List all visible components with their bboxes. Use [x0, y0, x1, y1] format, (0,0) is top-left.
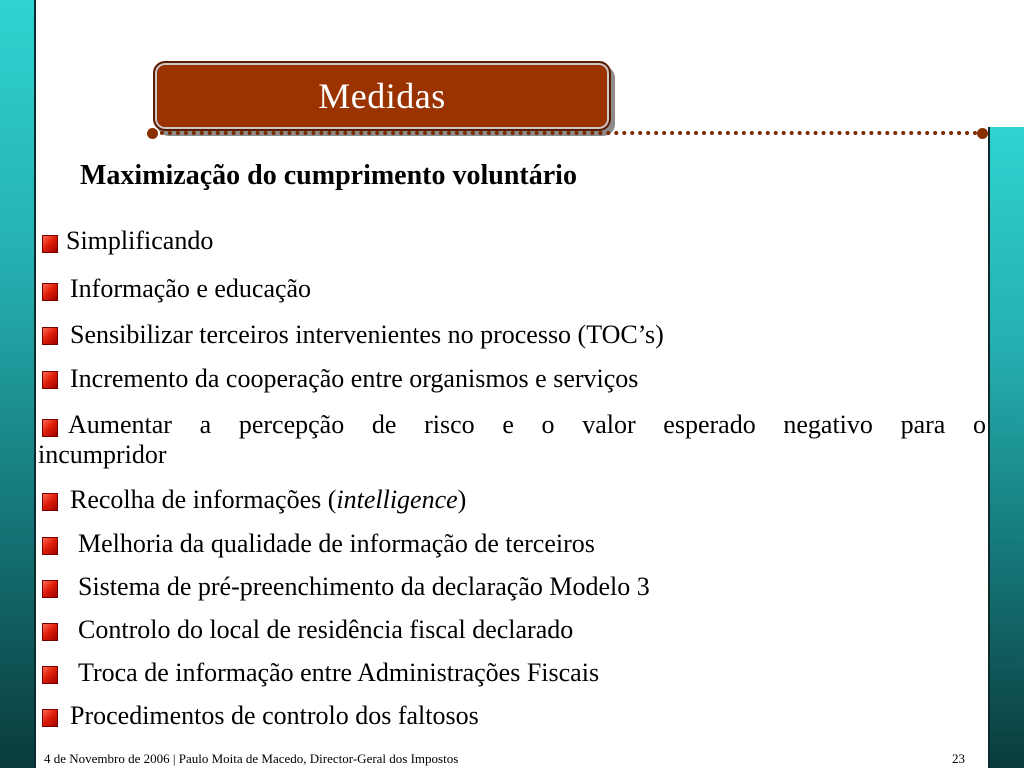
- divider-right-dot: [977, 128, 988, 139]
- list-item: Troca de informação entre Administrações Fiscais: [78, 658, 600, 687]
- right-decorative-bar: [988, 127, 1024, 768]
- bullet-icon: [42, 580, 58, 598]
- left-decorative-bar: [0, 0, 36, 768]
- slide-subtitle: Maximização do cumprimento voluntário: [80, 160, 577, 191]
- list-item-intelligence: Recolha de informações (intelligence): [70, 485, 467, 514]
- list-item: Controlo do local de residência fiscal declarado: [78, 615, 574, 644]
- bullet-icon: [42, 709, 58, 727]
- bullet-icon: [42, 537, 58, 555]
- list-item: Simplificando: [66, 226, 214, 255]
- bullet-icon: [42, 623, 58, 641]
- dotted-divider: [152, 131, 986, 135]
- bullet-icon: [42, 327, 58, 345]
- bullet-icon: [42, 666, 58, 684]
- bullet-icon: [42, 493, 58, 511]
- list-item: Sistema de pré-preenchimento da declaração Modelo 3: [78, 572, 650, 601]
- bullet-icon: [42, 371, 58, 389]
- list-item: Procedimentos de controlo dos faltosos: [70, 701, 479, 730]
- list-item: Incremento da cooperação entre organismos e serviços: [70, 364, 639, 393]
- page-number: 23: [952, 751, 965, 766]
- bullet-icon: [42, 235, 58, 253]
- title-box: [153, 61, 611, 131]
- list-item: Melhoria da qualidade de informação de terceiros: [78, 529, 595, 558]
- list-item: Informação e educação: [70, 274, 312, 303]
- bullet-icon: [42, 283, 58, 301]
- list-item-risk: Aumentar a percepção de risco e o valor esperado negativo para o incumpridor: [38, 410, 986, 469]
- divider-left-dot: [147, 128, 158, 139]
- footer-text: 4 de Novembro de 2006 | Paulo Moita de Macedo, Director-Geral dos Impostos: [44, 751, 459, 766]
- slide-title: Medidas: [318, 76, 446, 116]
- list-item: Sensibilizar terceiros intervenientes no processo (TOC’s): [70, 320, 664, 349]
